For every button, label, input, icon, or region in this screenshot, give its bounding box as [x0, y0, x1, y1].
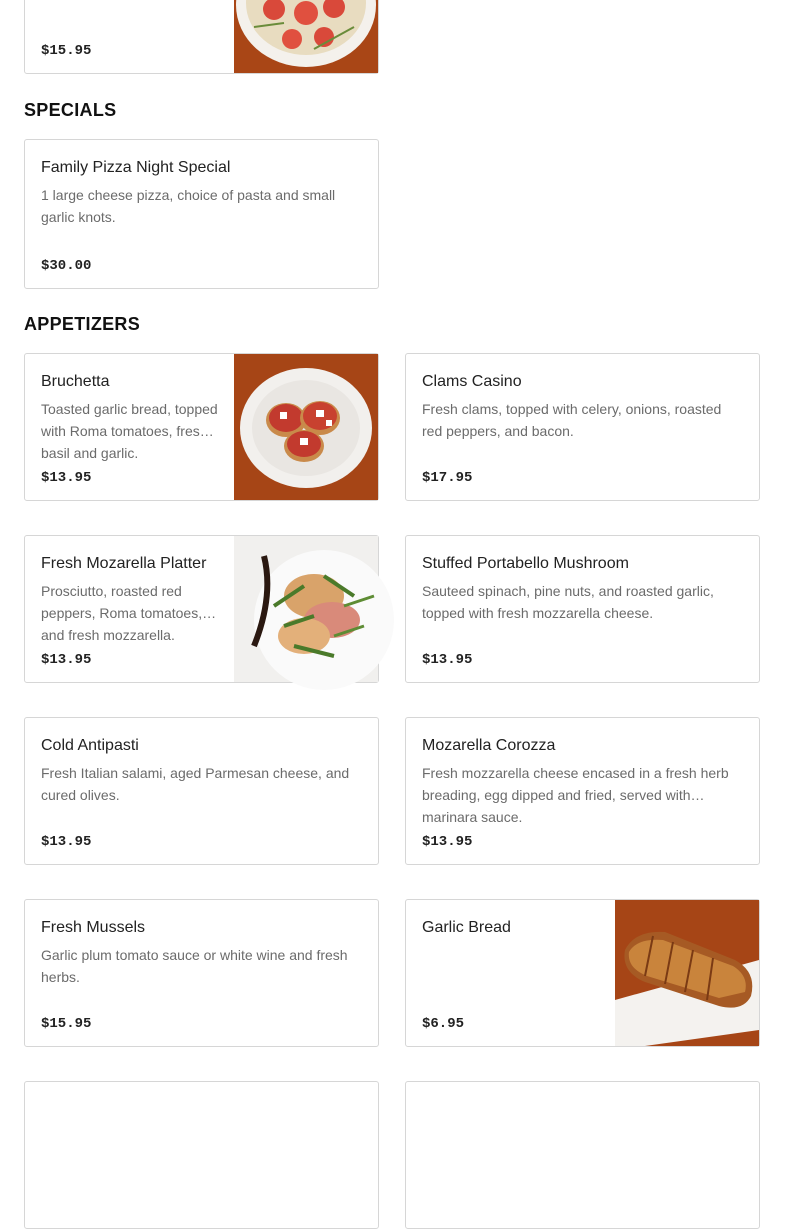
item-description: Toasted garlic bread, topped with Roma tomatoes, fresh basil and garlic.: [41, 401, 218, 461]
item-name: Stuffed Portabello Mushroom: [422, 555, 629, 572]
garlic-bread-photo: [615, 900, 759, 1046]
menu-item-card[interactable]: [405, 1081, 760, 1229]
item-description: 1 large cheese pizza, choice of pasta and small garlic knots.: [41, 187, 336, 225]
item-price: $13.95: [422, 834, 473, 850]
item-description: Fresh clams, topped with celery, onions, roasted red peppers, and bacon.: [422, 401, 722, 439]
menu-item-card[interactable]: [405, 353, 760, 501]
item-name: Clams Casino: [422, 373, 522, 390]
item-name: Mozarella Corozza: [422, 737, 556, 754]
item-name: Fresh Mozarella Platter: [41, 555, 207, 572]
item-price: $15.95: [41, 43, 92, 59]
item-name: Bruchetta: [41, 373, 110, 390]
item-price: $13.95: [422, 652, 473, 668]
item-price: $13.95: [41, 652, 92, 668]
menu-item-card[interactable]: [24, 899, 379, 1047]
menu-item-card[interactable]: [24, 139, 379, 289]
mozzarella-platter-photo: [234, 536, 378, 682]
item-name: Garlic Bread: [422, 919, 511, 936]
pizza-photo: [234, 0, 378, 73]
item-description: Sauteed spinach, pine nuts, and roasted garlic, topped with fresh mozzarella cheese.: [422, 583, 714, 621]
item-price: $13.95: [41, 470, 92, 486]
item-description: Garlic plum tomato sauce or white wine and fresh herbs.: [41, 947, 348, 985]
item-description: Fresh Italian salami, aged Parmesan cheese, and cured olives.: [41, 765, 350, 803]
item-price: $17.95: [422, 470, 473, 486]
menu-item-card[interactable]: [24, 1081, 379, 1229]
item-name: Family Pizza Night Special: [41, 159, 231, 176]
item-name: Fresh Mussels: [41, 919, 146, 936]
menu-item-card[interactable]: [405, 717, 760, 865]
section-title-appetizers: APPETIZERS: [24, 314, 141, 334]
menu-item-card[interactable]: [24, 535, 379, 683]
item-description: Fresh mozzarella cheese encased in a fresh herb breading, egg dipped and fried, served with marinara sauce.: [422, 765, 729, 825]
menu-item-card[interactable]: [24, 717, 379, 865]
item-price: $6.95: [422, 1016, 465, 1032]
menu-item-card[interactable]: [405, 899, 760, 1047]
item-name: Cold Antipasti: [41, 737, 139, 754]
menu-item-card[interactable]: [24, 0, 379, 74]
menu-item-card[interactable]: [405, 535, 760, 683]
menu-item-card[interactable]: [24, 353, 379, 501]
item-price: $13.95: [41, 834, 92, 850]
section-title-specials: SPECIALS: [24, 100, 117, 120]
item-description: Prosciutto, roasted red peppers, Roma tomatoes, and fresh mozzarella.: [41, 583, 203, 643]
item-price: $30.00: [41, 258, 92, 274]
item-price: $15.95: [41, 1016, 92, 1032]
bruschetta-photo: [234, 354, 378, 500]
